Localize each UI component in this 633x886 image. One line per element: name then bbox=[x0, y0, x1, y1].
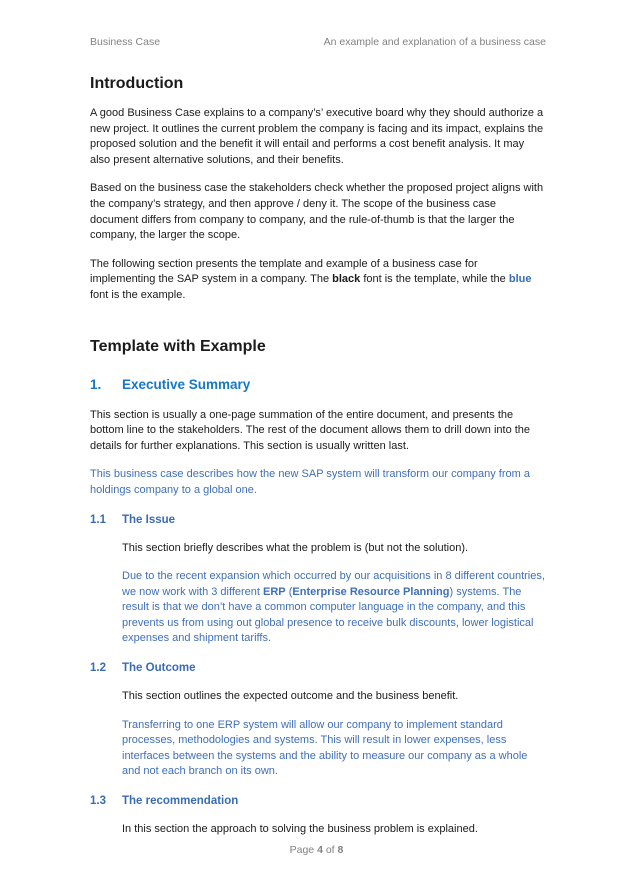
page-content bbox=[90, 36, 546, 851]
the-issue-body: This section briefly describes what the problem is (but not the solution). bbox=[122, 541, 469, 554]
the-issue-example bbox=[122, 569, 546, 647]
paragraph-text: ) systems. The result is that we don’t have a common computer language in the company, and this prevents us from using out global presence to receive bulk discounts, lower logistical expenses and shipment tariffs. bbox=[122, 585, 534, 645]
introduction-paragraph-1: A good Business Case explains to a company’s’ executive board why they should authorize a new project. It outlines the current problem the company is facing and its impact, explains the proposed solution and the benefit it will entail and performs a cost benefit analysis. It may also present alternative solutions, and their benefits. bbox=[90, 107, 544, 166]
template-with-example-heading: Template with Example bbox=[90, 337, 266, 355]
executive-summary-body: This section is usually a one-page summation of the entire document, and presents the bottom line to the stakeholders. The rest of the document allows them to drill down into the details for further explanations. This section is usually written last. bbox=[90, 408, 531, 452]
heading-the-outcome bbox=[90, 661, 546, 676]
paragraph-text: Due to the recent expansion which occurred by our acquisitions in 8 different countries, we now work with 3 different bbox=[122, 570, 545, 598]
introduction-heading: Introduction bbox=[90, 75, 184, 92]
section-number: 1.3 bbox=[90, 795, 106, 808]
recommendation-body: In this section the approach to solving the business problem is explained. bbox=[122, 823, 478, 836]
section-number: 1.2 bbox=[90, 662, 106, 675]
heading-executive-summary bbox=[90, 376, 546, 393]
footer-of-label: of bbox=[322, 844, 338, 856]
erp-full-name: Enterprise Resource Planning bbox=[292, 585, 450, 598]
black-font-word: black bbox=[332, 273, 361, 286]
paragraph-text: The following section presents the template and example of a business case for implementing the SAP system in a company. The bbox=[90, 257, 478, 286]
page-header bbox=[90, 36, 546, 48]
section-title: Executive Summary bbox=[122, 376, 251, 392]
footer-page-label: Page bbox=[289, 844, 318, 856]
paragraph-text: font is the template, while the bbox=[360, 273, 509, 286]
the-outcome-example: Transferring to one ERP system will allow our company to implement standard processes, methodologies and systems. This will result in lower expenses, less interfaces between the systems and the ability to measure our company as a whole and not each branch on its own. bbox=[122, 718, 528, 778]
section-title: The Outcome bbox=[122, 662, 196, 675]
section-number: 1.1 bbox=[90, 513, 106, 526]
the-outcome-body: This section outlines the expected outcome and the business benefit. bbox=[122, 690, 459, 703]
section-number: 1. bbox=[90, 376, 102, 392]
introduction-paragraph-2: Based on the business case the stakeholders check whether the proposed project aligns with the company’s strategy, and then approve / deny it. The scope of the business case document differs from company to company, and the rule-of-thumb is that the larger the company, the larger the scope. bbox=[90, 182, 544, 242]
heading-the-recommendation bbox=[90, 794, 546, 809]
page-footer bbox=[0, 844, 633, 856]
footer-current-page: 4 bbox=[317, 844, 323, 856]
footer-total-pages: 8 bbox=[337, 844, 344, 856]
heading-the-issue bbox=[90, 513, 546, 528]
paragraph-text: font is the example. bbox=[90, 288, 186, 301]
paragraph-text: ( bbox=[285, 585, 293, 598]
section-title: The Issue bbox=[122, 513, 176, 526]
introduction-paragraph-3 bbox=[90, 257, 546, 304]
executive-summary-example: This business case describes how the new SAP system will transform our company from a holdings company to a global one. bbox=[90, 468, 530, 496]
header-document-subtitle: An example and explanation of a business case bbox=[323, 36, 546, 48]
header-document-title: Business Case bbox=[90, 36, 161, 48]
section-title: The recommendation bbox=[122, 795, 239, 808]
blue-font-word: blue bbox=[508, 273, 532, 286]
erp-abbreviation: ERP bbox=[263, 585, 286, 598]
